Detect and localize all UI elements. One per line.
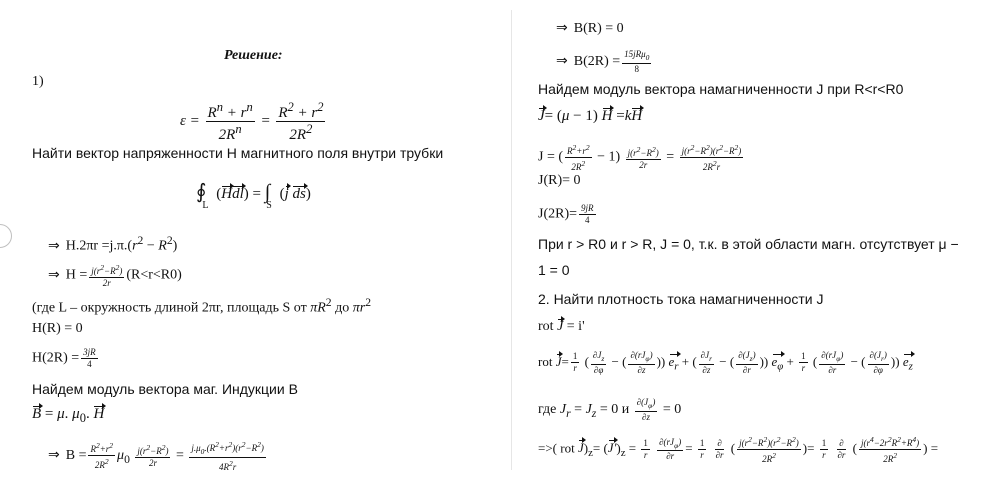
j-at-r: J(R)= 0: [538, 173, 581, 188]
h-expression: ⇒ H = $\frac{j(r^2-R^2)}{2r}$ (R<r<R0): [48, 263, 182, 288]
find-b-heading: Найдем модуль вектора маг. Индукции B: [32, 381, 298, 397]
column-divider: [511, 10, 512, 470]
solution-title: Решение:: [224, 48, 283, 63]
b-vector-formula: B = μ. $\mu_0$. H: [32, 406, 105, 425]
right-column: [522, 0, 1000, 482]
b-expression: ⇒ B = $\frac{R^2+r^2}{2R^2}$ $\mu_0$ $\frac{j(r^2-R^2)}{2r}$ = $\frac{j.\mu_0.(R^2+r^2)(r^2-R^2)}{4R^2r}$: [48, 440, 264, 472]
outside-region-line-1: При r > R0 и r > R, J = 0, т.к. в этой области магн. отсутствует μ −: [538, 236, 959, 252]
where-l-note: (где L – окружность длиной 2πr, площадь S от $\pi R^2$ до $\pi r^2$: [32, 296, 372, 316]
b-at-2r: ⇒ B(2R) = $\frac{15jR\mu_0}{8}$: [556, 49, 650, 74]
page-nav-handle[interactable]: [0, 224, 12, 248]
find-h-heading: Найти вектор напряженности H магнитного поля внутри трубки: [32, 145, 444, 161]
j-expression: J = ( $\frac{R^2+r^2}{2R^2}$ − 1) $\frac{j(r^2-R^2)}{2r}$ = $\frac{j(r^2-R^2)(r^2-R^2)}{2R^2r}$: [538, 143, 742, 172]
item-1-label: 1): [32, 74, 44, 89]
rot-j-full-formula: rot J= $\frac{1}{r}$ ( $\frac{\partial J_z}{\partial\varphi}$ − ( $\frac{\partial(rJ_\varphi)}{\partial z}$ )) $e_r$ + ( $\frac{\partial J_r}{\partial z}$ − ( $\frac{\partial(J_z)}{\partial r}$ )) $e_\varphi$ + $\frac{1}{r}$ ( $\frac{\partial(rJ_\varphi)}{\partial r}$ − ( $\frac{\partial(J_r)}{\partial\varphi}$ )) $e_z$: [538, 350, 913, 375]
where-jr-note: где $J_r = J_z = 0$ и $\frac{\partial(J_\varphi)}{\partial z}$ = 0: [538, 397, 682, 422]
b-at-r: ⇒ B(R) = 0: [556, 20, 624, 36]
j-vector-formula: J= (μ − 1) H =kH: [538, 108, 643, 124]
item-2-heading: 2. Найти плотность тока намагниченности J: [538, 291, 824, 307]
outside-region-line-2: 1 = 0: [538, 262, 570, 278]
rot-j-formula: rot J = i': [538, 319, 585, 334]
h-at-2r: H(2R) = $\frac{3jR}{4}$: [32, 347, 96, 369]
eps-formula: ε = $\frac{R^n + r^n}{2R^n}$ = $\frac{R^2 + r^2}{2R^2}$: [180, 100, 324, 143]
j-at-2r: J(2R)= $\frac{9jR}{4}$: [538, 203, 594, 225]
circulation-formula: $∮_L$ $(Hdl) = \int_S$ (j ds): [196, 181, 311, 211]
h-at-r: H(R) = 0: [32, 321, 83, 336]
h-2pir-line: ⇒ $H.2\pi r =j.\pi.(r^2 - R^2)$: [48, 234, 178, 254]
rot-z-expression: =>( rot $J)_z= (J')_z$ = $\frac{1}{r}$ $\frac{\partial(rJ_\varphi)}{\partial r}$ = $\frac{1}{r}$ $\frac{\partial}{\partial r}$ ( $\frac{j(r^2-R^2)(r^2-R^2)}{2R^2}$ )= $\frac{1}{r}$ $\frac{\partial}{\partial r}$ ( $\frac{j(r^4-2r^2R^2+R^4)}{2R^2}$ ) =: [538, 435, 939, 464]
find-j-heading: Найдем модуль вектора намагниченности J при R<r<R0: [538, 81, 904, 97]
